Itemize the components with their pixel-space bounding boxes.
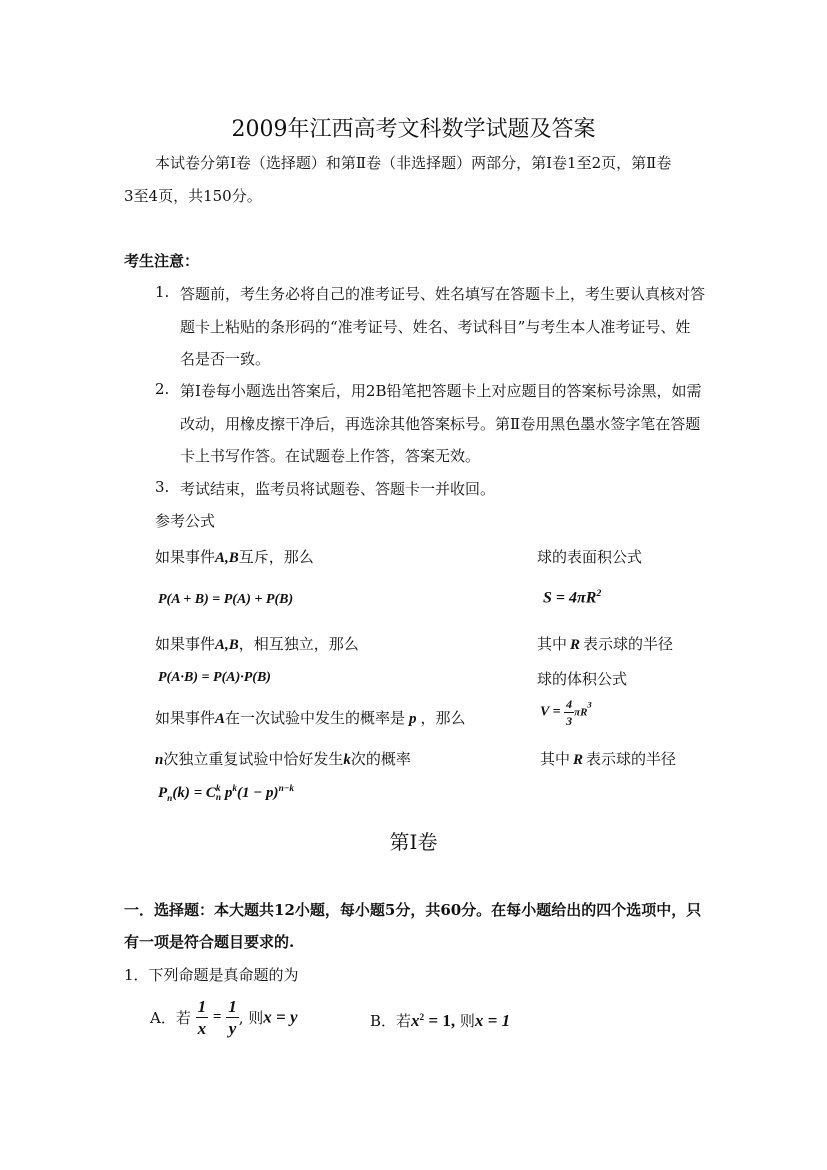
notice-item-1-number: 1.	[155, 283, 170, 301]
formula-right-sphere-volume-label: 球的体积公式	[537, 670, 628, 688]
formula-binomial: $P_n(k) = C$ k n $p^k(1 - p)^{n-k}$	[158, 784, 295, 804]
formula-right-radius-note-2: 其中 R 表示球的半径	[540, 750, 677, 768]
intro-line-1: 本试卷分第Ⅰ卷（选择题）和第Ⅱ卷（非选择题）两部分，第Ⅰ卷1至2页，第Ⅱ卷	[155, 154, 672, 172]
notice-item-2-line-2: 改动，用橡皮擦干净后，再选涂其他答案标号。第Ⅱ卷用黑色墨水签字笔在答题	[180, 415, 701, 433]
formula-right-radius-note-1: 其中 R 表示球的半径	[537, 635, 674, 653]
question-1-option-a: A．若 $\frac{1}{x}$ = $\frac{1}{y}$ , 则x = y	[150, 997, 298, 1038]
notice-item-2-line-1: 第Ⅰ卷每小题选出答案后，用2B铅笔把答题卡上对应题目的答案标号涂黑，如需	[180, 382, 702, 400]
notice-item-3-line-1: 考试结束，监考员将试题卷、答题卡一并收回。	[180, 480, 496, 498]
formula-left-line-2: 如果事件A,B，相互独立，那么	[155, 635, 359, 653]
notice-item-1-line-3: 名是否一致。	[180, 350, 271, 368]
formula-right-sphere-area-label: 球的表面积公式	[537, 548, 643, 566]
question-1-stem: 1．下列命题是真命题的为	[124, 966, 299, 984]
question-1-option-b: B．若$x^2 = 1$, 则x = 1	[370, 1011, 511, 1030]
notice-item-1-line-2: 题卡上粘贴的条形码的“准考证号、姓名、考试科目”与考生本人准考证号、姓	[180, 318, 691, 336]
page-title: 2009年江西高考文科数学试题及答案	[231, 117, 596, 142]
formula-sphere-area: $S = 4\pi R^2$	[543, 588, 602, 607]
formula-left-line-4: n次独立重复试验中恰好发生k次的概率	[155, 750, 411, 768]
notice-item-2-number: 2.	[155, 380, 170, 398]
formulas-heading: 参考公式	[155, 512, 216, 530]
intro-line-2: 3至4页，共150分。	[124, 187, 262, 205]
notice-item-3-number: 3.	[155, 478, 170, 496]
part-title: 第Ⅰ卷	[389, 830, 438, 854]
section-heading-line-2: 有一项是符合题目要求的.	[124, 933, 295, 951]
formula-independent: P(A·B) = P(A)·P(B)	[158, 670, 271, 685]
formula-left-line-3: 如果事件A在一次试验中发生的概率是 p ，那么	[155, 709, 466, 727]
section-heading-line-1: 一．选择题：本大题共12小题，每小题5分，共60分。在每小题给出的四个选项中，只	[124, 901, 702, 919]
notice-heading: 考生注意：	[124, 252, 200, 270]
formula-left-line-1: 如果事件A,B互斥，那么	[155, 548, 314, 566]
notice-item-1-line-1: 答题前，考生务必将自己的准考证号、姓名填写在答题卡上，考生要认真核对答	[180, 285, 706, 303]
notice-item-2-line-3: 卡上书写作答。在试题卷上作答，答案无效。	[180, 447, 481, 465]
formula-mutually-exclusive: P(A + B) = P(A) + P(B)	[158, 592, 294, 607]
formula-sphere-volume: V = $\frac{4}{3}$ $\pi R^3$	[540, 697, 592, 728]
